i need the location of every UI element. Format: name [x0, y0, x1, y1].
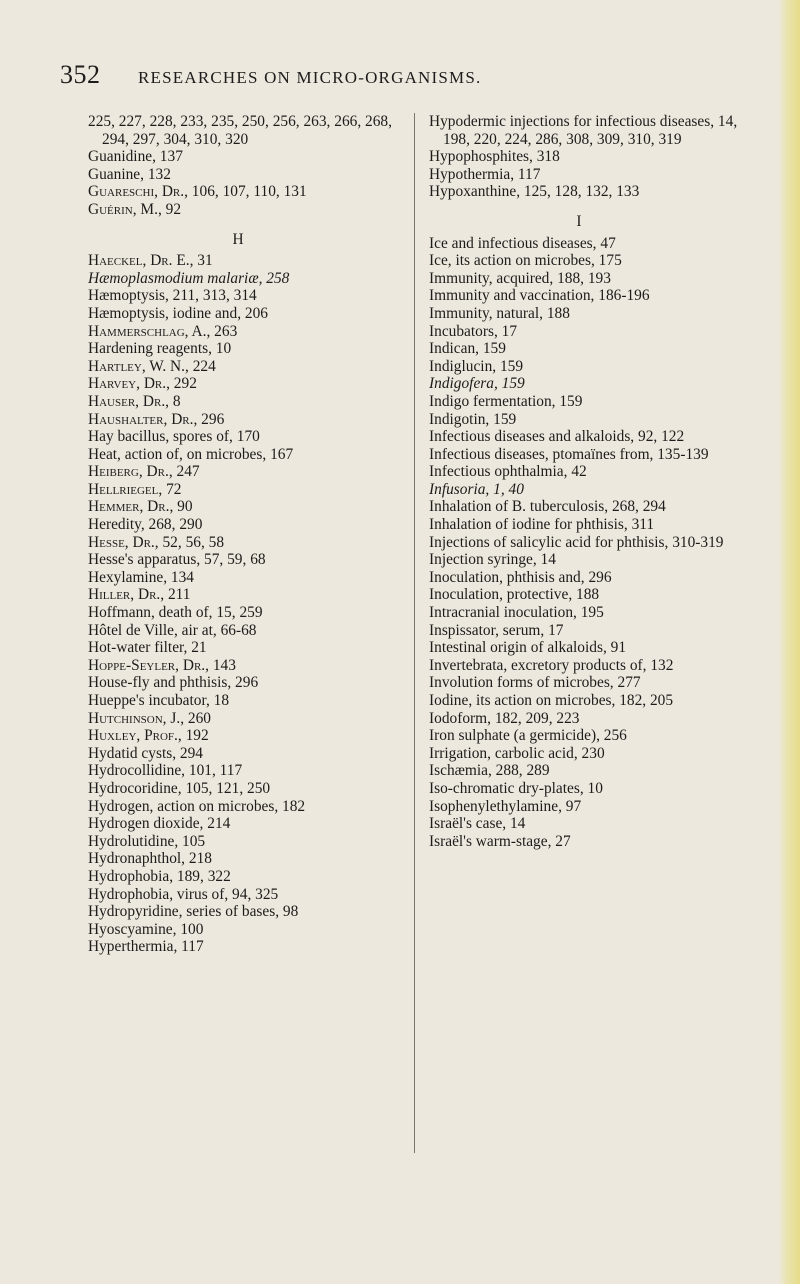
index-entry: Hæmoplasmodium malariæ, 258 — [88, 269, 290, 287]
index-entry: Hesse, Dr., 52, 56, 58 — [88, 533, 225, 551]
index-column-right — [429, 113, 759, 850]
index-entry: House-fly and phthisis, 296 — [88, 674, 259, 692]
index-entry: Hæmoptysis, 211, 313, 314 — [88, 287, 257, 305]
index-entry: Huxley, Prof., 192 — [88, 727, 209, 745]
index-entry: Ice, its action on microbes, 175 — [429, 252, 622, 270]
index-entry: Iso-chromatic dry-plates, 10 — [429, 779, 603, 797]
index-entry: Iodine, its action on microbes, 182, 205 — [429, 692, 674, 709]
index-entry: Hesse's apparatus, 57, 59, 68 — [88, 551, 266, 569]
index-entry: Heat, action of, on microbes, 167 — [88, 445, 294, 463]
index-entry: Hutchinson, J., 260 — [88, 709, 211, 727]
index-entry: Hay bacillus, spores of, 170 — [88, 428, 260, 446]
index-entry: Hellriegel, 72 — [88, 480, 182, 498]
index-entry: Guareschi, Dr., 106, 107, 110, 131 — [88, 183, 307, 201]
index-entry: Intestinal origin of alkaloids, 91 — [429, 639, 627, 657]
running-title: RESEARCHES ON MICRO-ORGANISMS. — [138, 68, 482, 87]
index-entry: Immunity and vaccination, 186-196 — [429, 287, 650, 305]
index-entry: Guanine, 132 — [88, 165, 171, 183]
column-divider — [414, 113, 415, 1153]
index-entry: Hydrophobia, 189, 322 — [88, 867, 231, 885]
index-entry: Isophenylethylamine, 97 — [429, 797, 582, 815]
index-entry: Hyperthermia, 117 — [88, 938, 204, 956]
index-entry: Involution forms of microbes, 277 — [429, 674, 641, 692]
index-entry: Intracranial inoculation, 195 — [429, 604, 604, 622]
page-edge-shading — [778, 0, 800, 1284]
index-entry: Hydrolutidine, 105 — [88, 832, 206, 850]
index-entry: Iodoform, 182, 209, 223 — [429, 709, 580, 727]
index-entry: Guanidine, 137 — [88, 148, 183, 166]
index-entry: Hexylamine, 134 — [88, 568, 194, 586]
index-entry: Hueppe's incubator, 18 — [88, 692, 230, 709]
index-entry: Infectious diseases, ptomaïnes from, 135-139 — [429, 445, 709, 463]
index-entry: Harvey, Dr., 292 — [88, 375, 197, 393]
index-entry: Hydrogen, action on microbes, 182 — [88, 797, 306, 815]
section-letter: I — [576, 212, 582, 230]
index-entry: Israël's case, 14 — [429, 815, 526, 833]
index-entry: Hydrocollidine, 101, 117 — [88, 762, 243, 780]
index-entry: Ischæmia, 288, 289 — [429, 762, 550, 780]
index-entry: Indican, 159 — [429, 340, 506, 358]
index-entry: Heiberg, Dr., 247 — [88, 463, 200, 481]
index-entry: Hardening reagents, 10 — [88, 340, 232, 358]
index-entry: Heredity, 268, 290 — [88, 516, 203, 534]
index-entry: Inhalation of B. tuberculosis, 268, 294 — [429, 498, 666, 516]
index-entry: Indigotin, 159 — [429, 410, 517, 428]
index-entry: Inspissator, serum, 17 — [429, 621, 564, 639]
index-entry: Hæmoptysis, iodine and, 206 — [88, 304, 268, 322]
index-entry: Irrigation, carbolic acid, 230 — [429, 744, 605, 762]
index-entry: Hartley, W. N., 224 — [88, 357, 216, 375]
index-entry: Hiller, Dr., 211 — [88, 586, 191, 604]
index-entry: Hot-water filter, 21 — [88, 639, 207, 657]
index-column-left — [88, 113, 418, 956]
index-entry: Indigo fermentation, 159 — [429, 392, 583, 410]
index-entry: Hyoscyamine, 100 — [88, 920, 204, 938]
index-entry: Hoppe-Seyler, Dr., 143 — [88, 656, 236, 674]
index-entry: 225, 227, 228, 233, 235, 250, 256, 263, 266, 268, 294, 297, 304, 310, 320 — [88, 113, 392, 148]
index-entry: Haeckel, Dr. E., 31 — [88, 252, 213, 270]
index-entry: Hauser, Dr., 8 — [88, 392, 181, 410]
index-entry: Hoffmann, death of, 15, 259 — [88, 604, 263, 622]
index-entry: Hydronaphthol, 218 — [88, 850, 212, 868]
index-entry: Infusoria, 1, 40 — [429, 480, 524, 498]
index-entry: Hôtel de Ville, air at, 66-68 — [88, 621, 257, 639]
index-entry: Hydrogen dioxide, 214 — [88, 815, 231, 833]
index-entry: Indiglucin, 159 — [429, 357, 524, 375]
index-entry: Hypothermia, 117 — [429, 165, 541, 183]
index-entry: Ice and infectious diseases, 47 — [429, 234, 616, 252]
page-number: 352 — [60, 60, 101, 89]
index-entry: Hemmer, Dr., 90 — [88, 498, 193, 516]
index-entry: Hypoxanthine, 125, 128, 132, 133 — [429, 183, 640, 201]
index-entry: Immunity, acquired, 188, 193 — [429, 269, 611, 287]
index-entry: Inhalation of iodine for phthisis, 311 — [429, 516, 655, 534]
section-letter: H — [232, 230, 244, 248]
index-entry: Hammerschlag, A., 263 — [88, 322, 238, 340]
index-entry: Hydropyridine, series of bases, 98 — [88, 903, 299, 921]
index-entry: Incubators, 17 — [429, 322, 518, 340]
index-entry: Hypophosphites, 318 — [429, 148, 560, 166]
index-entry: Indigofera, 159 — [429, 375, 525, 393]
index-entry: Immunity, natural, 188 — [429, 304, 570, 322]
index-entry: Infectious diseases and alkaloids, 92, 122 — [429, 428, 685, 446]
page-header — [60, 60, 710, 94]
index-entry: Haushalter, Dr., 296 — [88, 410, 225, 428]
index-entry: Hydrocoridine, 105, 121, 250 — [88, 779, 271, 797]
index-entry: Guérin, M., 92 — [88, 200, 182, 218]
index-entry: Hydrophobia, virus of, 94, 325 — [88, 885, 279, 903]
index-entry: Invertebrata, excretory products of, 132 — [429, 656, 674, 674]
index-entry: Injections of salicylic acid for phthisis, 310-319 — [429, 533, 724, 551]
index-entry: Inoculation, protective, 188 — [429, 586, 600, 604]
index-entry: Iron sulphate (a germicide), 256 — [429, 727, 627, 745]
index-entry: Inoculation, phthisis and, 296 — [429, 568, 612, 586]
index-entry: Hydatid cysts, 294 — [88, 744, 203, 762]
index-entry: Infectious ophthalmia, 42 — [429, 463, 587, 481]
index-entry: Injection syringe, 14 — [429, 551, 556, 569]
index-entry: Hypodermic injections for infectious diseases, 14, 198, 220, 224, 286, 308, 309, 310, 319 — [429, 113, 738, 148]
index-entry: Israël's warm-stage, 27 — [429, 832, 571, 850]
